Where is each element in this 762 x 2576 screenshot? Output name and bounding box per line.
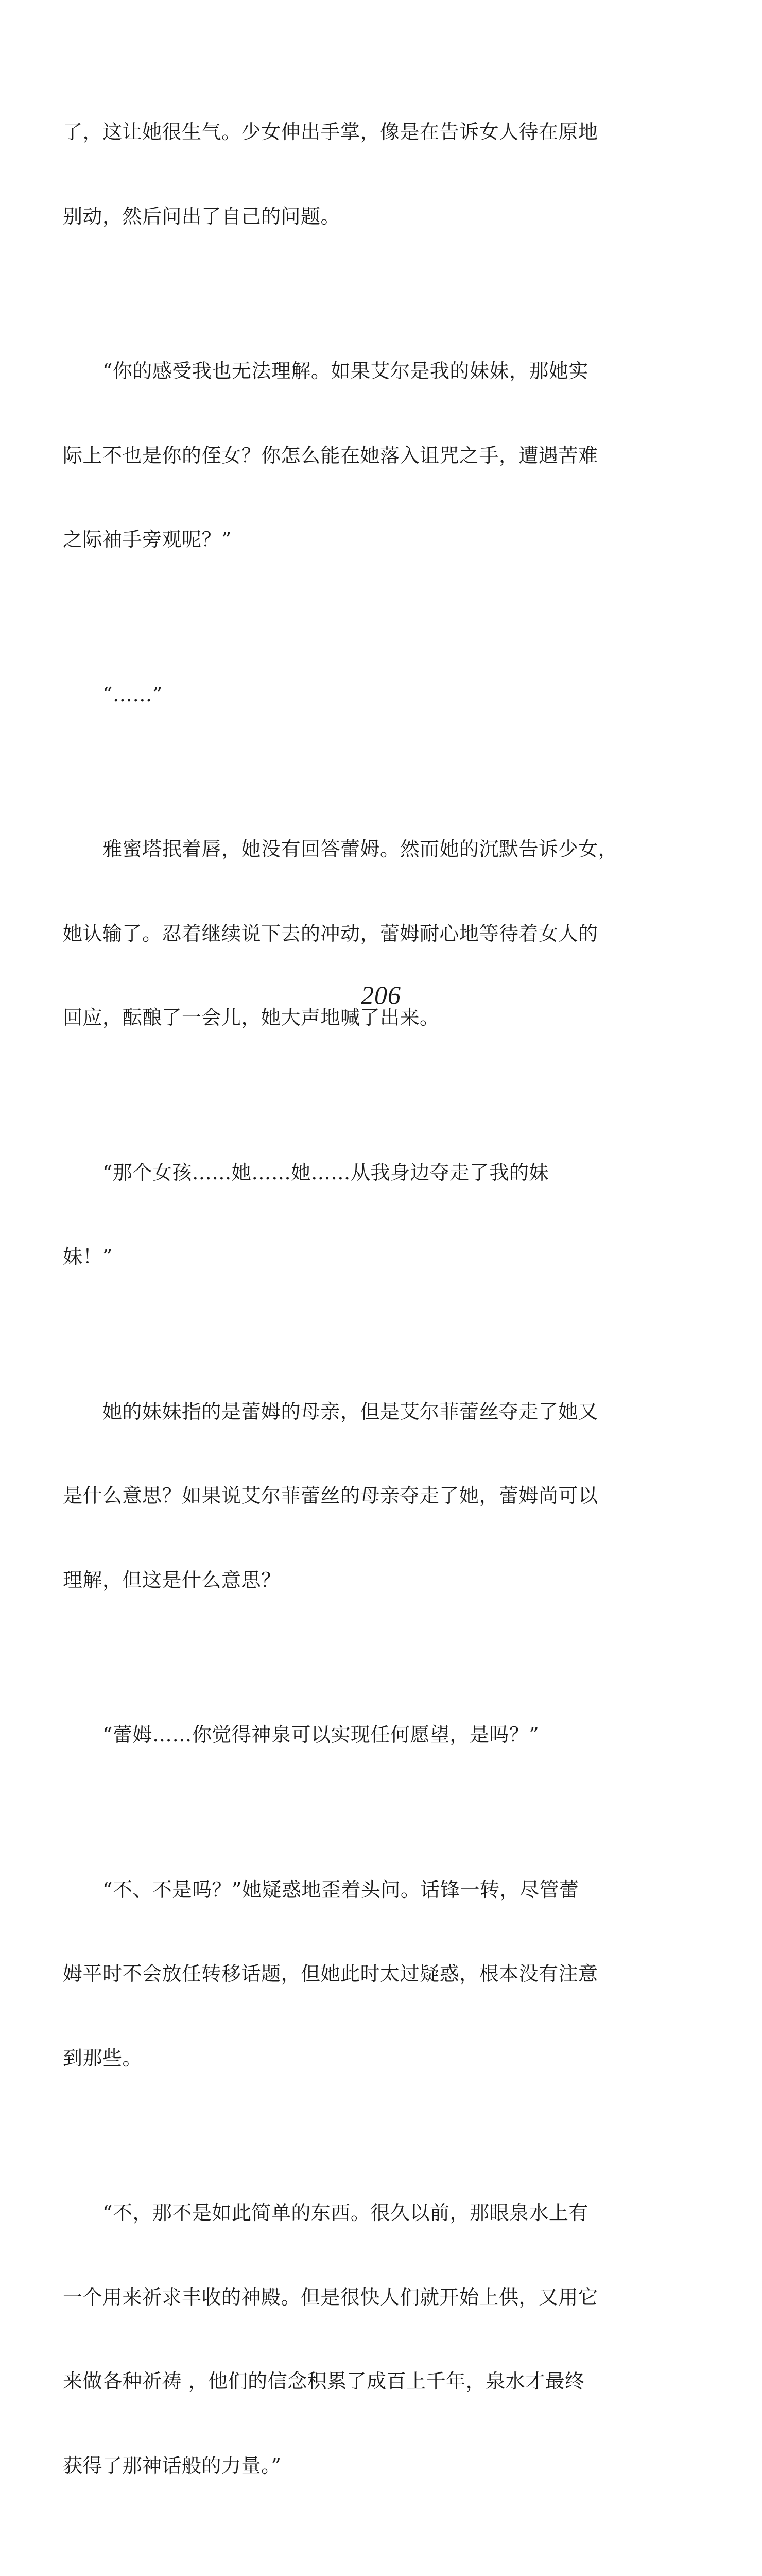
paragraph bbox=[63, 2550, 681, 2576]
text-line: “不、不是吗？”她疑惑地歪着头问。话锋一转，尽管蕾 bbox=[63, 1878, 579, 1901]
paragraph bbox=[63, 779, 681, 1088]
page-number: 206 bbox=[361, 980, 401, 1009]
paragraph bbox=[63, 62, 681, 286]
text-line: 姆平时不会放任转移话题，但她此时太过疑惑，根本没有注意 bbox=[63, 1962, 598, 1985]
text-line: 获得了那神话般的力量。” bbox=[63, 2454, 282, 2477]
paragraph bbox=[63, 1665, 681, 1805]
paragraph bbox=[63, 301, 681, 610]
text-line: “蕾姆……你觉得神泉可以实现任何愿望，是吗？” bbox=[63, 1723, 540, 1746]
text-line: 到那些。 bbox=[63, 2046, 143, 2070]
paragraph bbox=[63, 624, 681, 765]
text-line: “你的感受我也无法理解。如果艾尔是我的妹妹，那她实 bbox=[63, 360, 588, 382]
text-line: 妹！” bbox=[63, 1245, 113, 1268]
text-line: 际上不也是你的侄女？你怎么能在她落入诅咒之手，遭遇苦难 bbox=[63, 444, 598, 467]
text-line: 回应，酝酿了一会儿，她大声地喊了出来。 bbox=[63, 1006, 440, 1029]
text-line: 理解，但这是什么意思？ bbox=[63, 1568, 281, 1591]
text-line: 是什么意思？如果说艾尔菲蕾丝的母亲夺走了她，蕾姆尚可以 bbox=[63, 1484, 598, 1507]
text-line: 了，这让她很生气。少女伸出手掌，像是在告诉女人待在原地 bbox=[63, 121, 598, 143]
text-line: “……” bbox=[63, 683, 163, 706]
text-line: 之际袖手旁观呢？” bbox=[63, 528, 232, 551]
paragraph bbox=[63, 1103, 681, 1327]
text-line: 雅蜜塔抿着唇，她没有回答蕾姆。然而她的沉默告诉少女， bbox=[63, 838, 618, 860]
text-line: 别动，然后问出了自己的问题。 bbox=[63, 205, 341, 228]
text-line: 一个用来祈求丰收的神殿。但是很快人们就开始上供，又用它 bbox=[63, 2285, 598, 2309]
text-line: “那个女孩……她……她……从我身边夺走了我的妹 bbox=[63, 1161, 549, 1184]
paragraph bbox=[63, 1342, 681, 1651]
text-line: 她认输了。忍着继续说下去的冲动，蕾姆耐心地等待着女人的 bbox=[63, 922, 598, 945]
text-line: 来做各种祈祷 ，他们的信念积累了成百上千年，泉水才最终 bbox=[63, 2370, 585, 2393]
paragraph bbox=[63, 2143, 681, 2536]
text-line: “不，那不是如此简单的东西。很久以前，那眼泉水上有 bbox=[63, 2201, 588, 2224]
text-line: 她的妹妹指的是蕾姆的母亲，但是艾尔菲蕾丝夺走了她又 bbox=[63, 1400, 598, 1423]
body-text bbox=[63, 62, 681, 2576]
paragraph bbox=[63, 1820, 681, 2129]
